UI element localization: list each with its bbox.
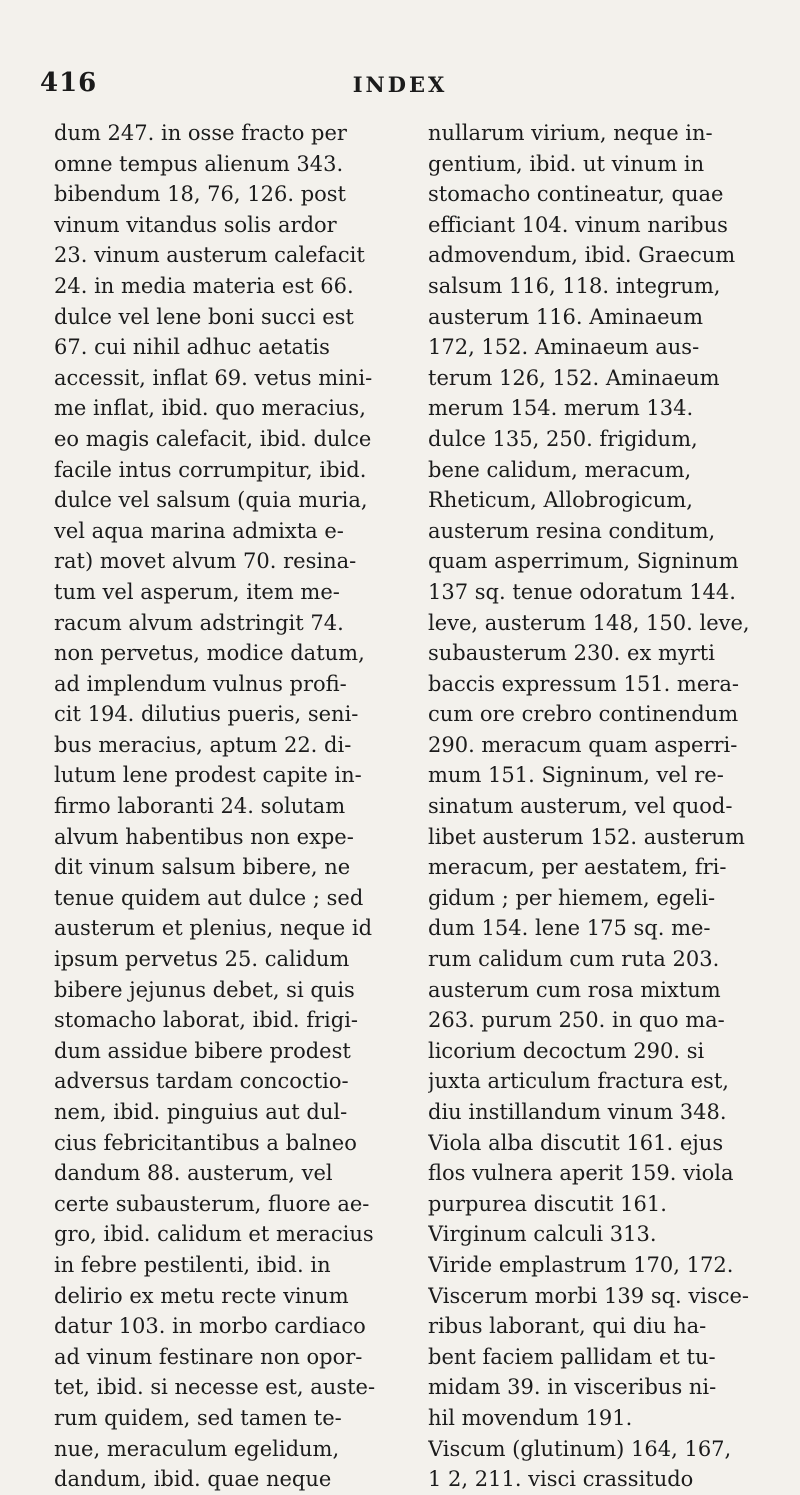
text-line: ad vinum festinare non opor- bbox=[54, 1344, 363, 1369]
text-line: gentium, ibid. ut vinum in bbox=[428, 151, 705, 176]
text-line: efficiant 104. vinum naribus bbox=[428, 212, 728, 237]
right-column bbox=[428, 118, 768, 1495]
text-line: dit vinum salsum bibere, ne bbox=[54, 855, 351, 880]
text-line: Viscum (glutinum) 164, 167, bbox=[428, 1436, 732, 1461]
text-line: subausterum 230. ex myrti bbox=[428, 641, 715, 666]
text-line: salsum 116, 118. integrum, bbox=[428, 273, 721, 298]
text-line: stomacho laborat, ibid. frigi- bbox=[54, 1008, 359, 1033]
text-line: dulce vel lene boni succi est bbox=[54, 304, 354, 329]
text-line: austerum et plenius, neque id bbox=[54, 916, 373, 941]
text-line: admovendum, ibid. Graecum bbox=[428, 243, 736, 268]
text-line: alvum habentibus non expe- bbox=[54, 824, 354, 849]
text-line: eo magis calefacit, ibid. dulce bbox=[54, 426, 372, 451]
text-line: accessit, inflat 69. vetus mini- bbox=[54, 365, 373, 390]
left-column bbox=[54, 118, 394, 1495]
text-line: Rheticum, Allobrogicum, bbox=[428, 488, 693, 513]
text-line: leve, austerum 148, 150. leve, bbox=[428, 610, 750, 635]
text-line: sinatum austerum, vel quod- bbox=[428, 794, 733, 819]
text-line: baccis expressum 151. mera- bbox=[428, 671, 739, 696]
text-line: Viscerum morbi 139 sq. visce- bbox=[428, 1283, 750, 1308]
page-number: 416 bbox=[40, 68, 98, 98]
text-line: ipsum pervetus 25. calidum bbox=[54, 947, 350, 972]
text-line: bibere jejunus debet, si quis bbox=[54, 977, 355, 1002]
text-line: terum 126, 152. Aminaeum bbox=[428, 365, 720, 390]
text-line: cius febricitantibus a balneo bbox=[54, 1130, 357, 1155]
text-line: dandum 88. austerum, vel bbox=[54, 1161, 333, 1186]
text-line: nullarum virium, neque in- bbox=[428, 121, 713, 145]
text-line: non pervetus, modice datum, bbox=[54, 641, 365, 666]
text-line: 67. cui nihil adhuc aetatis bbox=[54, 335, 330, 360]
text-line: Viride emplastrum 170, 172. bbox=[428, 1252, 734, 1277]
text-line: flos vulnera aperit 159. viola bbox=[428, 1161, 734, 1186]
text-line: midam 39. in visceribus ni- bbox=[428, 1375, 717, 1400]
text-line: bent faciem pallidam et tu- bbox=[428, 1344, 716, 1369]
text-line: delirio ex metu recte vinum bbox=[54, 1283, 349, 1308]
text-line: Virginum calculi 313. bbox=[428, 1222, 657, 1247]
text-line: in febre pestilenti, ibid. in bbox=[54, 1252, 331, 1277]
text-line: nue, meraculum egelidum, bbox=[54, 1436, 340, 1461]
text-line: vel aqua marina admixta e- bbox=[54, 518, 344, 543]
text-line: libet austerum 152. austerum bbox=[428, 824, 745, 849]
text-line: cum ore crebro continendum bbox=[428, 702, 739, 727]
text-line: austerum cum rosa mixtum bbox=[428, 977, 721, 1002]
text-line: gro, ibid. calidum et meracius bbox=[54, 1222, 374, 1247]
text-line: mum 151. Signinum, vel re- bbox=[428, 763, 724, 788]
text-line: omne tempus alienum 343. bbox=[54, 151, 344, 176]
text-line: 137 sq. tenue odoratum 144. bbox=[428, 579, 736, 604]
text-line: gidum ; per hiemem, egeli- bbox=[428, 885, 716, 910]
text-line: Viola alba discutit 161. ejus bbox=[428, 1130, 724, 1155]
text-line: ribus laborant, qui diu ha- bbox=[428, 1314, 707, 1339]
text-line: licorium decoctum 290. si bbox=[428, 1038, 705, 1063]
text-line: 263. purum 250. in quo ma- bbox=[428, 1008, 725, 1033]
text-line: 290. meracum quam asperri- bbox=[428, 732, 738, 757]
text-line: vinum vitandus solis ardor bbox=[54, 212, 337, 237]
text-line: me inflat, ibid. quo meracius, bbox=[54, 396, 366, 421]
text-line: adversus tardam concoctio- bbox=[54, 1069, 349, 1094]
text-line: firmo laboranti 24. solutam bbox=[54, 794, 346, 819]
text-line: 24. in media materia est 66. bbox=[54, 273, 354, 298]
page-header bbox=[40, 68, 760, 108]
text-line: datur 103. in morbo cardiaco bbox=[54, 1314, 366, 1339]
text-line: hil movendum 191. bbox=[428, 1405, 633, 1430]
text-line: tum vel asperum, item me- bbox=[54, 579, 340, 604]
text-line: rat) movet alvum 70. resina- bbox=[54, 549, 357, 574]
text-line: bene calidum, meracum, bbox=[428, 457, 692, 482]
text-line: quam asperrimum, Signinum bbox=[428, 549, 739, 574]
text-line: tet, ibid. si necesse est, auste- bbox=[54, 1375, 376, 1400]
text-line: cit 194. dilutius pueris, seni- bbox=[54, 702, 359, 727]
text-line: dandum, ibid. quae neque bbox=[54, 1467, 332, 1492]
text-line: dulce vel salsum (quia muria, bbox=[54, 488, 368, 513]
text-line: dum assidue bibere prodest bbox=[54, 1038, 351, 1063]
text-line: dulce 135, 250. frigidum, bbox=[428, 426, 698, 451]
text-line: dum 247. in osse fracto per bbox=[54, 121, 347, 145]
text-line: purpurea discutit 161. bbox=[428, 1191, 667, 1216]
text-line: merum 154. merum 134. bbox=[428, 396, 694, 421]
text-line: austerum 116. Aminaeum bbox=[428, 304, 703, 329]
text-line: nem, ibid. pinguius aut dul- bbox=[54, 1100, 348, 1124]
text-line: bus meracius, aptum 22. di- bbox=[54, 732, 352, 757]
text-line: facile intus corrumpitur, ibid. bbox=[54, 457, 367, 482]
text-line: dum 154. lene 175 sq. me- bbox=[428, 916, 711, 941]
text-line: 1 2, 211. visci crassitudo bbox=[428, 1467, 694, 1492]
text-line: austerum resina conditum, bbox=[428, 518, 716, 543]
text-line: rum quidem, sed tamen te- bbox=[54, 1405, 342, 1430]
text-line: meracum, per aestatem, fri- bbox=[428, 855, 727, 880]
text-line: diu instillandum vinum 348. bbox=[428, 1100, 727, 1124]
text-line: ad implendum vulnus profi- bbox=[54, 671, 347, 696]
text-line: stomacho contineatur, quae bbox=[428, 182, 724, 207]
text-line: bibendum 18, 76, 126. post bbox=[54, 182, 346, 207]
running-head: INDEX bbox=[352, 72, 448, 97]
text-line: 172, 152. Aminaeum aus- bbox=[428, 335, 700, 360]
text-line: lutum lene prodest capite in- bbox=[54, 763, 362, 788]
text-line: rum calidum cum ruta 203. bbox=[428, 947, 720, 972]
text-line: tenue quidem aut dulce ; sed bbox=[54, 885, 364, 910]
text-line: certe subausterum, fluore ae- bbox=[54, 1191, 370, 1216]
text-line: 23. vinum austerum calefacit bbox=[54, 243, 365, 268]
text-line: racum alvum adstringit 74. bbox=[54, 610, 344, 635]
text-line: juxta articulum fractura est, bbox=[428, 1069, 729, 1094]
